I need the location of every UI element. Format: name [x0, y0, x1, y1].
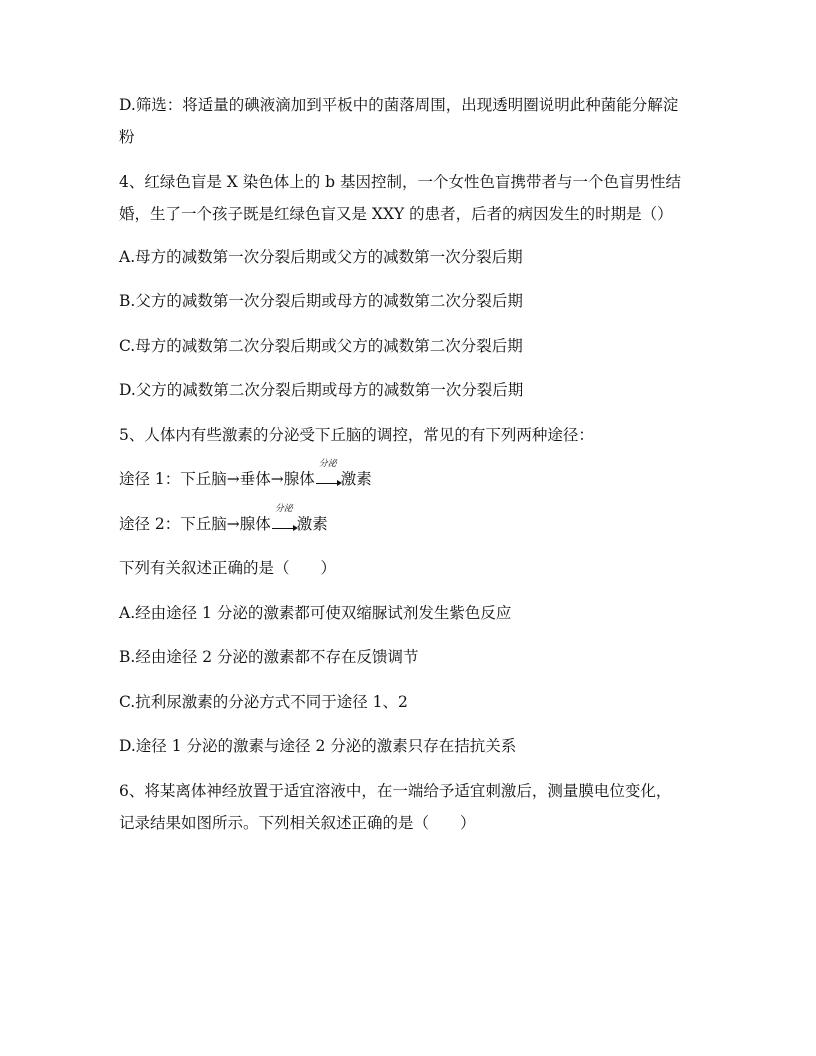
- secretion-arrow-icon: [271, 504, 297, 535]
- q5-option-a: A.经由途径 1 分泌的激素都可使双缩脲试剂发生紫色反应: [119, 604, 512, 622]
- q4-option-b: B.父方的减数第一次分裂后期或母方的减数第二次分裂后期: [119, 292, 523, 310]
- q4-option-c: C.母方的减数第二次分裂后期或父方的减数第二次分裂后期: [119, 337, 523, 355]
- pathway-1: [119, 459, 706, 490]
- q5-option-b: B.经由途径 2 分泌的激素都不存在反馈调节: [119, 648, 419, 666]
- question-5-prompt: 下列有关叙述正确的是（ ）: [119, 559, 337, 577]
- option-d-q3-line2: 粉: [119, 128, 135, 146]
- question-6-line2: 记录结果如图所示。下列相关叙述正确的是（ ）: [119, 814, 476, 832]
- pathway-2: [119, 504, 706, 535]
- question-6-line1: 6、将某离体神经放置于适宜溶液中，在一端给予适宜刺激后，测量膜电位变化，: [119, 782, 672, 800]
- q5-option-d: D.途径 1 分泌的激素与途径 2 分泌的激素只存在拮抗关系: [119, 737, 517, 755]
- option-d-q3-line1: D.筛选：将适量的碘液滴加到平板中的菌落周围，出现透明圈说明此种菌能分解淀: [119, 96, 679, 114]
- pathway-1-suffix: 激素: [340, 470, 372, 488]
- pathway-1-prefix: 途径 1：下丘脑→垂体→腺体: [119, 470, 315, 488]
- pathway-2-suffix: 激素: [296, 515, 328, 533]
- question-4-line2: 婚，生了一个孩子既是红绿色盲又是 XXY 的患者，后者的病因发生的时期是（）: [119, 205, 673, 223]
- arrow-label: 分泌: [318, 459, 337, 469]
- pathway-2-prefix: 途径 2：下丘脑→腺体: [119, 515, 271, 533]
- q4-option-a: A.母方的减数第一次分裂后期或父方的减数第一次分裂后期: [119, 248, 523, 266]
- question-4-line1: 4、红绿色盲是 X 染色体上的 b 基因控制，一个女性色盲携带者与一个色盲男性结: [119, 173, 682, 191]
- secretion-arrow-icon: [315, 459, 341, 490]
- q4-option-d: D.父方的减数第二次分裂后期或母方的减数第一次分裂后期: [119, 381, 524, 399]
- arrow-label: 分泌: [274, 504, 293, 514]
- q5-option-c: C.抗利尿激素的分泌方式不同于途径 1、2: [119, 693, 408, 711]
- question-5-stem: 5、人体内有些激素的分泌受下丘脑的调控，常见的有下列两种途径：: [119, 426, 594, 444]
